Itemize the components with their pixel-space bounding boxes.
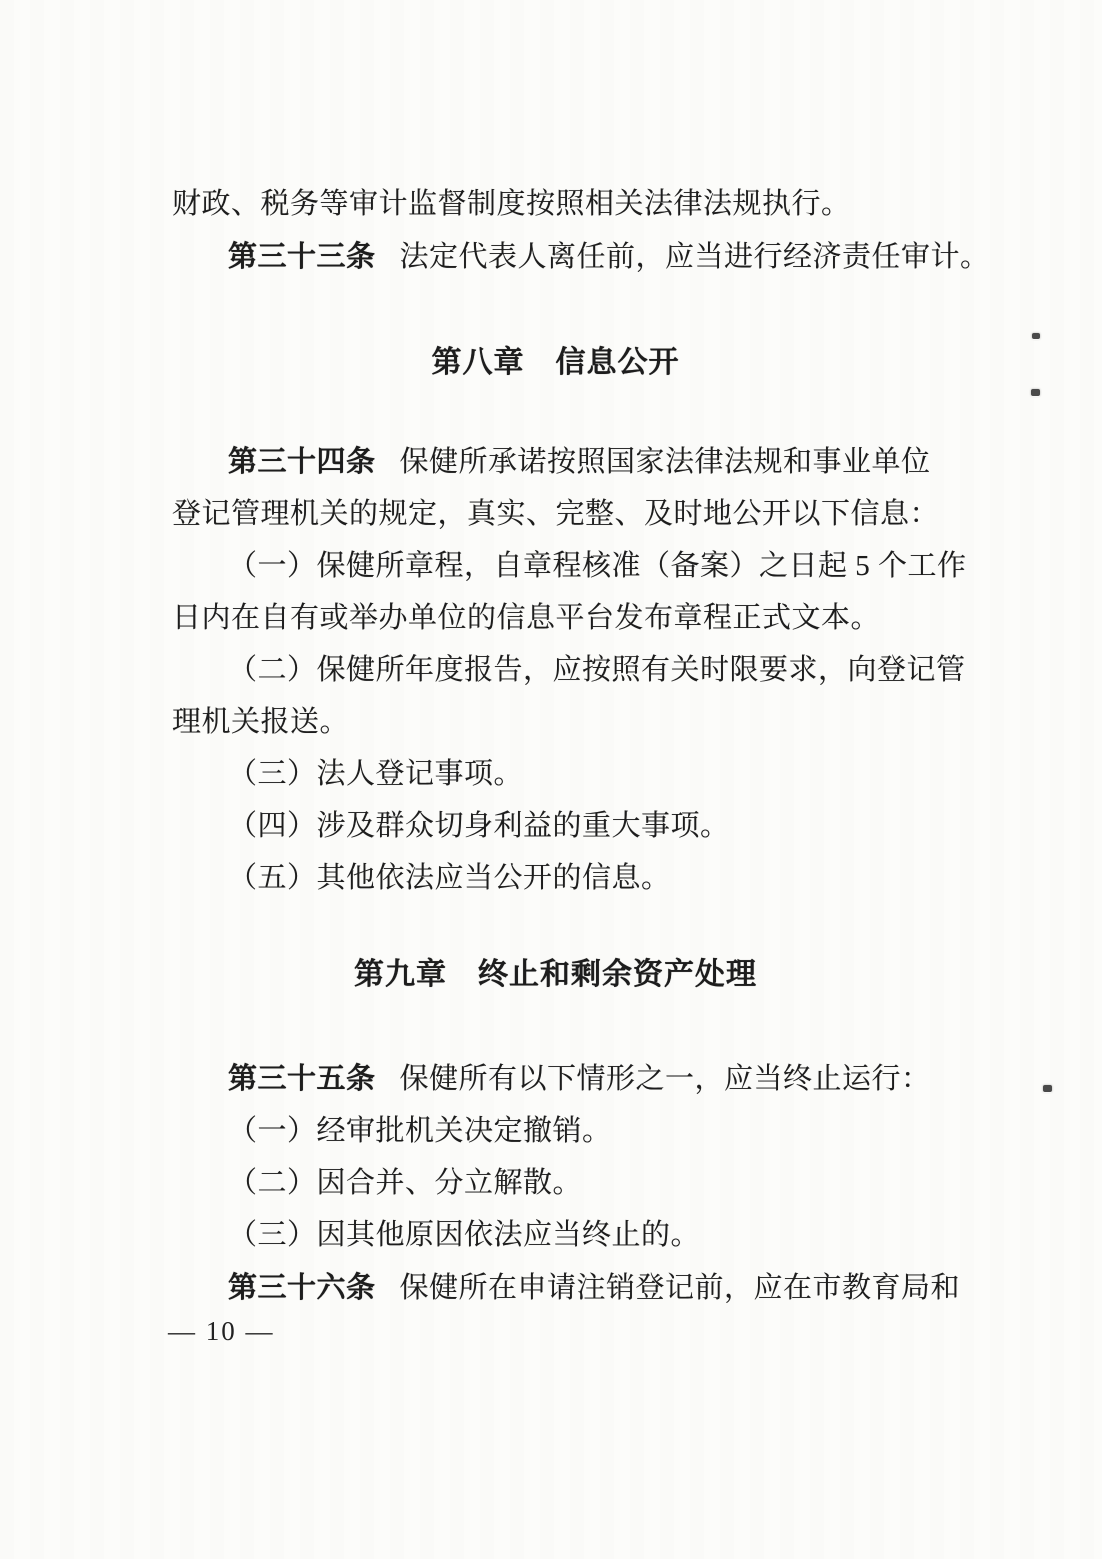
article-36-text: 保健所在申请注销登记前，应在市教育局和 — [399, 1272, 961, 1304]
body-line: 登记管理机关的规定，真实、完整、及时地公开以下信息： — [172, 498, 940, 530]
list-item-4: （四）涉及群众切身利益的重大事项。 — [228, 810, 730, 842]
list-item-1: （一）经审批机关决定撤销。 — [228, 1115, 612, 1147]
list-item-1: （一）保健所章程，自章程核准（备案）之日起 5 个工作 — [228, 550, 967, 582]
page-number: — 10 — — [168, 1316, 275, 1346]
list-item-2: （二）因合并、分立解散。 — [228, 1167, 583, 1199]
chapter-8-heading: 第八章 信息公开 — [431, 345, 680, 380]
article-34-text: 保健所承诺按照国家法律法规和事业单位 — [399, 446, 931, 478]
scan-artifact — [1031, 389, 1040, 396]
body-line: 日内在自有或举办单位的信息平台发布章程正式文本。 — [172, 602, 881, 634]
article-33-number: 第三十三条 — [228, 239, 376, 273]
article-33-line — [172, 230, 990, 283]
article-34-line — [172, 435, 939, 488]
chapter-9-heading: 第九章 终止和剩余资产处理 — [354, 957, 757, 992]
article-36-line — [172, 1261, 961, 1314]
article-34-number: 第三十四条 — [228, 444, 376, 478]
article-36-number: 第三十六条 — [228, 1270, 376, 1304]
body-line: 理机关报送。 — [172, 706, 350, 738]
list-item-3: （三）法人登记事项。 — [228, 758, 524, 790]
list-item-5: （五）其他依法应当公开的信息。 — [228, 862, 671, 894]
list-item-3: （三）因其他原因依法应当终止的。 — [228, 1219, 701, 1251]
list-item-2: （二）保健所年度报告，应按照有关时限要求，向登记管 — [228, 654, 966, 686]
scan-artifact — [1043, 1085, 1052, 1092]
article-35-number: 第三十五条 — [228, 1061, 376, 1095]
article-33-text: 法定代表人离任前，应当进行经济责任审计。 — [399, 241, 990, 273]
body-line: 财政、税务等审计监督制度按照相关法律法规执行。 — [172, 188, 851, 220]
article-35-text: 保健所有以下情形之一，应当终止运行： — [399, 1063, 931, 1095]
article-35-line — [172, 1052, 939, 1105]
scan-artifact — [1032, 333, 1040, 339]
